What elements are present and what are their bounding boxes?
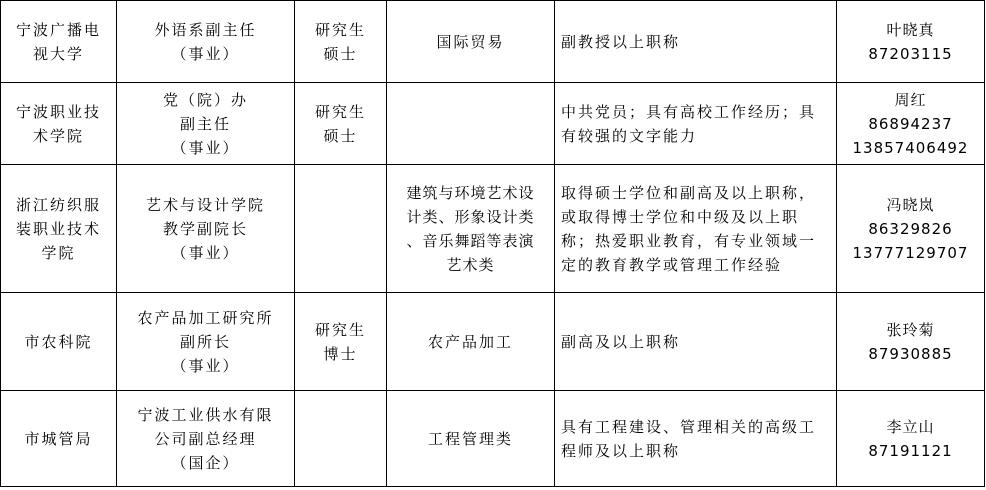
contact-cell — [837, 293, 985, 391]
position-cell — [117, 1, 295, 83]
position-line: 党（院）办 — [162, 90, 248, 109]
unit-name-line: 学院 — [41, 243, 76, 262]
requirements-cell — [555, 83, 837, 165]
position-line: （事业） — [171, 243, 240, 262]
contact-phone: 86329826 — [868, 219, 953, 238]
requirements-text: 副高及以上职称 — [561, 332, 681, 351]
unit-cell — [1, 165, 117, 293]
education-line: 研究生 — [314, 320, 366, 339]
position-line: （事业） — [171, 356, 240, 375]
requirements-text: 取得硕士学位和副高及以上职称，或取得博士学位和中级及以上职称；热爱职业教育，有专业领域一定的教育教学或管理工作经验 — [561, 183, 817, 274]
table-row — [1, 391, 985, 487]
education-line: 研究生 — [314, 20, 366, 39]
table-row — [1, 1, 985, 83]
unit-cell — [1, 1, 117, 83]
contact-cell — [837, 391, 985, 487]
position-cell — [117, 83, 295, 165]
position-line: （事业） — [171, 44, 240, 63]
education-cell — [295, 391, 387, 487]
requirements-text: 具有工程建设、管理相关的高级工程师及以上职称 — [561, 417, 817, 460]
unit-cell — [1, 293, 117, 391]
major-line: 建筑与环境艺术设 — [406, 183, 535, 202]
contact-phone: 87930885 — [868, 344, 953, 363]
unit-name-line: 浙江纺织服 — [15, 195, 101, 214]
requirements-cell — [555, 293, 837, 391]
contact-name: 李立山 — [886, 417, 935, 436]
position-line: 教学副院长 — [162, 219, 248, 238]
unit-name-line: 宁波广播电 — [15, 20, 101, 39]
contact-phone: 13857406492 — [852, 138, 969, 157]
major-line: 工程管理类 — [427, 429, 513, 448]
education-cell — [295, 293, 387, 391]
education-cell — [295, 165, 387, 293]
education-line: 研究生 — [314, 102, 366, 121]
unit-name-line: 装职业技术 — [15, 219, 101, 238]
position-line: 农产品加工研究所 — [137, 308, 274, 327]
contact-cell — [837, 83, 985, 165]
contact-name: 张玲菊 — [886, 320, 935, 339]
major-cell — [387, 165, 555, 293]
contact-name: 冯晓岚 — [886, 195, 935, 214]
contact-phone: 87203115 — [868, 44, 953, 63]
major-cell — [387, 1, 555, 83]
position-cell — [117, 165, 295, 293]
major-line: 农产品加工 — [427, 332, 513, 351]
position-line: （国企） — [171, 453, 240, 472]
contact-phone: 87191121 — [868, 441, 953, 460]
major-cell — [387, 293, 555, 391]
major-line: 国际贸易 — [436, 32, 505, 51]
requirements-text: 副教授以上职称 — [561, 32, 681, 51]
major-line: 、音乐舞蹈等表演 — [406, 231, 535, 250]
unit-name-line: 市城管局 — [24, 429, 93, 448]
position-line: 宁波工业供水有限 — [137, 405, 274, 424]
position-cell — [117, 293, 295, 391]
contact-phone: 86894237 — [868, 114, 953, 133]
position-line: 副主任 — [179, 114, 231, 133]
position-line: 副所长 — [179, 332, 231, 351]
education-cell — [295, 1, 387, 83]
unit-cell — [1, 391, 117, 487]
unit-name-line: 术学院 — [32, 126, 84, 145]
contact-cell — [837, 165, 985, 293]
requirements-cell — [555, 165, 837, 293]
education-line: 硕士 — [323, 126, 358, 145]
position-line: 外语系副主任 — [154, 20, 257, 39]
position-cell — [117, 391, 295, 487]
education-cell — [295, 83, 387, 165]
contact-cell — [837, 1, 985, 83]
major-line: 艺术类 — [446, 255, 495, 274]
contact-name: 叶晓真 — [886, 20, 935, 39]
major-cell — [387, 83, 555, 165]
unit-name-line: 市农科院 — [24, 332, 93, 351]
table-row — [1, 83, 985, 165]
contact-phone: 13777129707 — [852, 243, 969, 262]
position-line: （事业） — [171, 138, 240, 157]
unit-name-line: 视大学 — [32, 44, 84, 63]
requirements-cell — [555, 1, 837, 83]
major-cell — [387, 391, 555, 487]
requirements-text: 中共党员；具有高校工作经历；具有较强的文字能力 — [561, 102, 817, 145]
education-line: 硕士 — [323, 44, 358, 63]
position-line: 公司副总经理 — [154, 429, 257, 448]
education-line: 博士 — [323, 344, 358, 363]
position-line: 艺术与设计学院 — [145, 195, 265, 214]
table-row — [1, 165, 985, 293]
table-row — [1, 293, 985, 391]
major-line: 计类、形象设计类 — [406, 207, 535, 226]
unit-cell — [1, 83, 117, 165]
contact-name: 周红 — [894, 90, 927, 109]
unit-name-line: 宁波职业技 — [15, 102, 101, 121]
requirements-cell — [555, 391, 837, 487]
